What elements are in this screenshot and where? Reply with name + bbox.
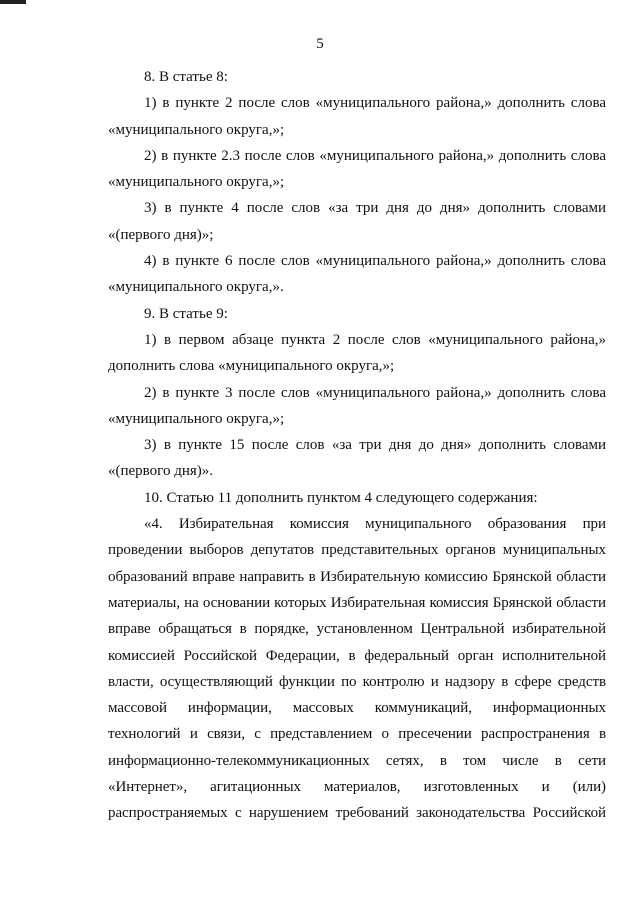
paragraph-article-8-item-1: 1) в пункте 2 после слов «муниципального района,» дополнить слова «муниципального округа,»; (108, 95, 606, 138)
paragraph-article-9-item-1: 1) в первом абзаце пункта 2 после слов «муниципального района,» дополнить слова «муниципального округа,»; (108, 331, 606, 375)
paragraph-article-8-item-3: 3) в пункте 4 после слов «за три дня до дня» дополнить словами «(первого дня)»; (108, 200, 606, 243)
page-number: 5 (316, 36, 324, 52)
paragraph-article-9: 9. В статье 9: (144, 305, 228, 322)
paragraph-article-9-item-3: 3) в пункте 15 после слов «за три дня до дня» дополнить словами «(первого дня)». (108, 437, 606, 480)
paragraph-article-10: 10. Статью 11 дополнить пунктом 4 следующего содержания: (144, 489, 538, 506)
paragraph-article-11-point-4: «4. Избирательная комиссия муниципального образования при проведении выборов депутатов представительных органов муниципальных образований вправе направить в Избирательную комиссию Брянской области материалы, на основании которых Избирательная комиссия Брянской области вправе обращаться в порядке, установленном Центральной избирательной комиссией Российской Федерации, в федеральный орган исполнительной власти, осуществляющий функции по контролю и надзору в сфере средств массовой информации, массовых коммуникаций, информационных технологий и связи, с представлением о пресечении распространения в информационно-телекоммуникационных сетях, в том числе в сети «Интернет», агитационных материалов, изготовленных и (или) распространяемых с нарушением требований законодательства Российской (108, 516, 606, 822)
paragraph-article-8-item-2: 2) в пункте 2.3 после слов «муниципального района,» дополнить слова «муниципального округа,»; (108, 147, 606, 191)
paragraph-article-8-item-4: 4) в пункте 6 после слов «муниципального района,» дополнить слова «муниципального округа,». (108, 253, 606, 296)
paragraph-article-9-item-2: 2) в пункте 3 после слов «муниципального района,» дополнить слова «муниципального округа,»; (108, 384, 606, 427)
paragraph-article-8: 8. В статье 8: (144, 69, 228, 85)
document-body (108, 64, 606, 827)
scan-edge-mark (0, 0, 26, 4)
